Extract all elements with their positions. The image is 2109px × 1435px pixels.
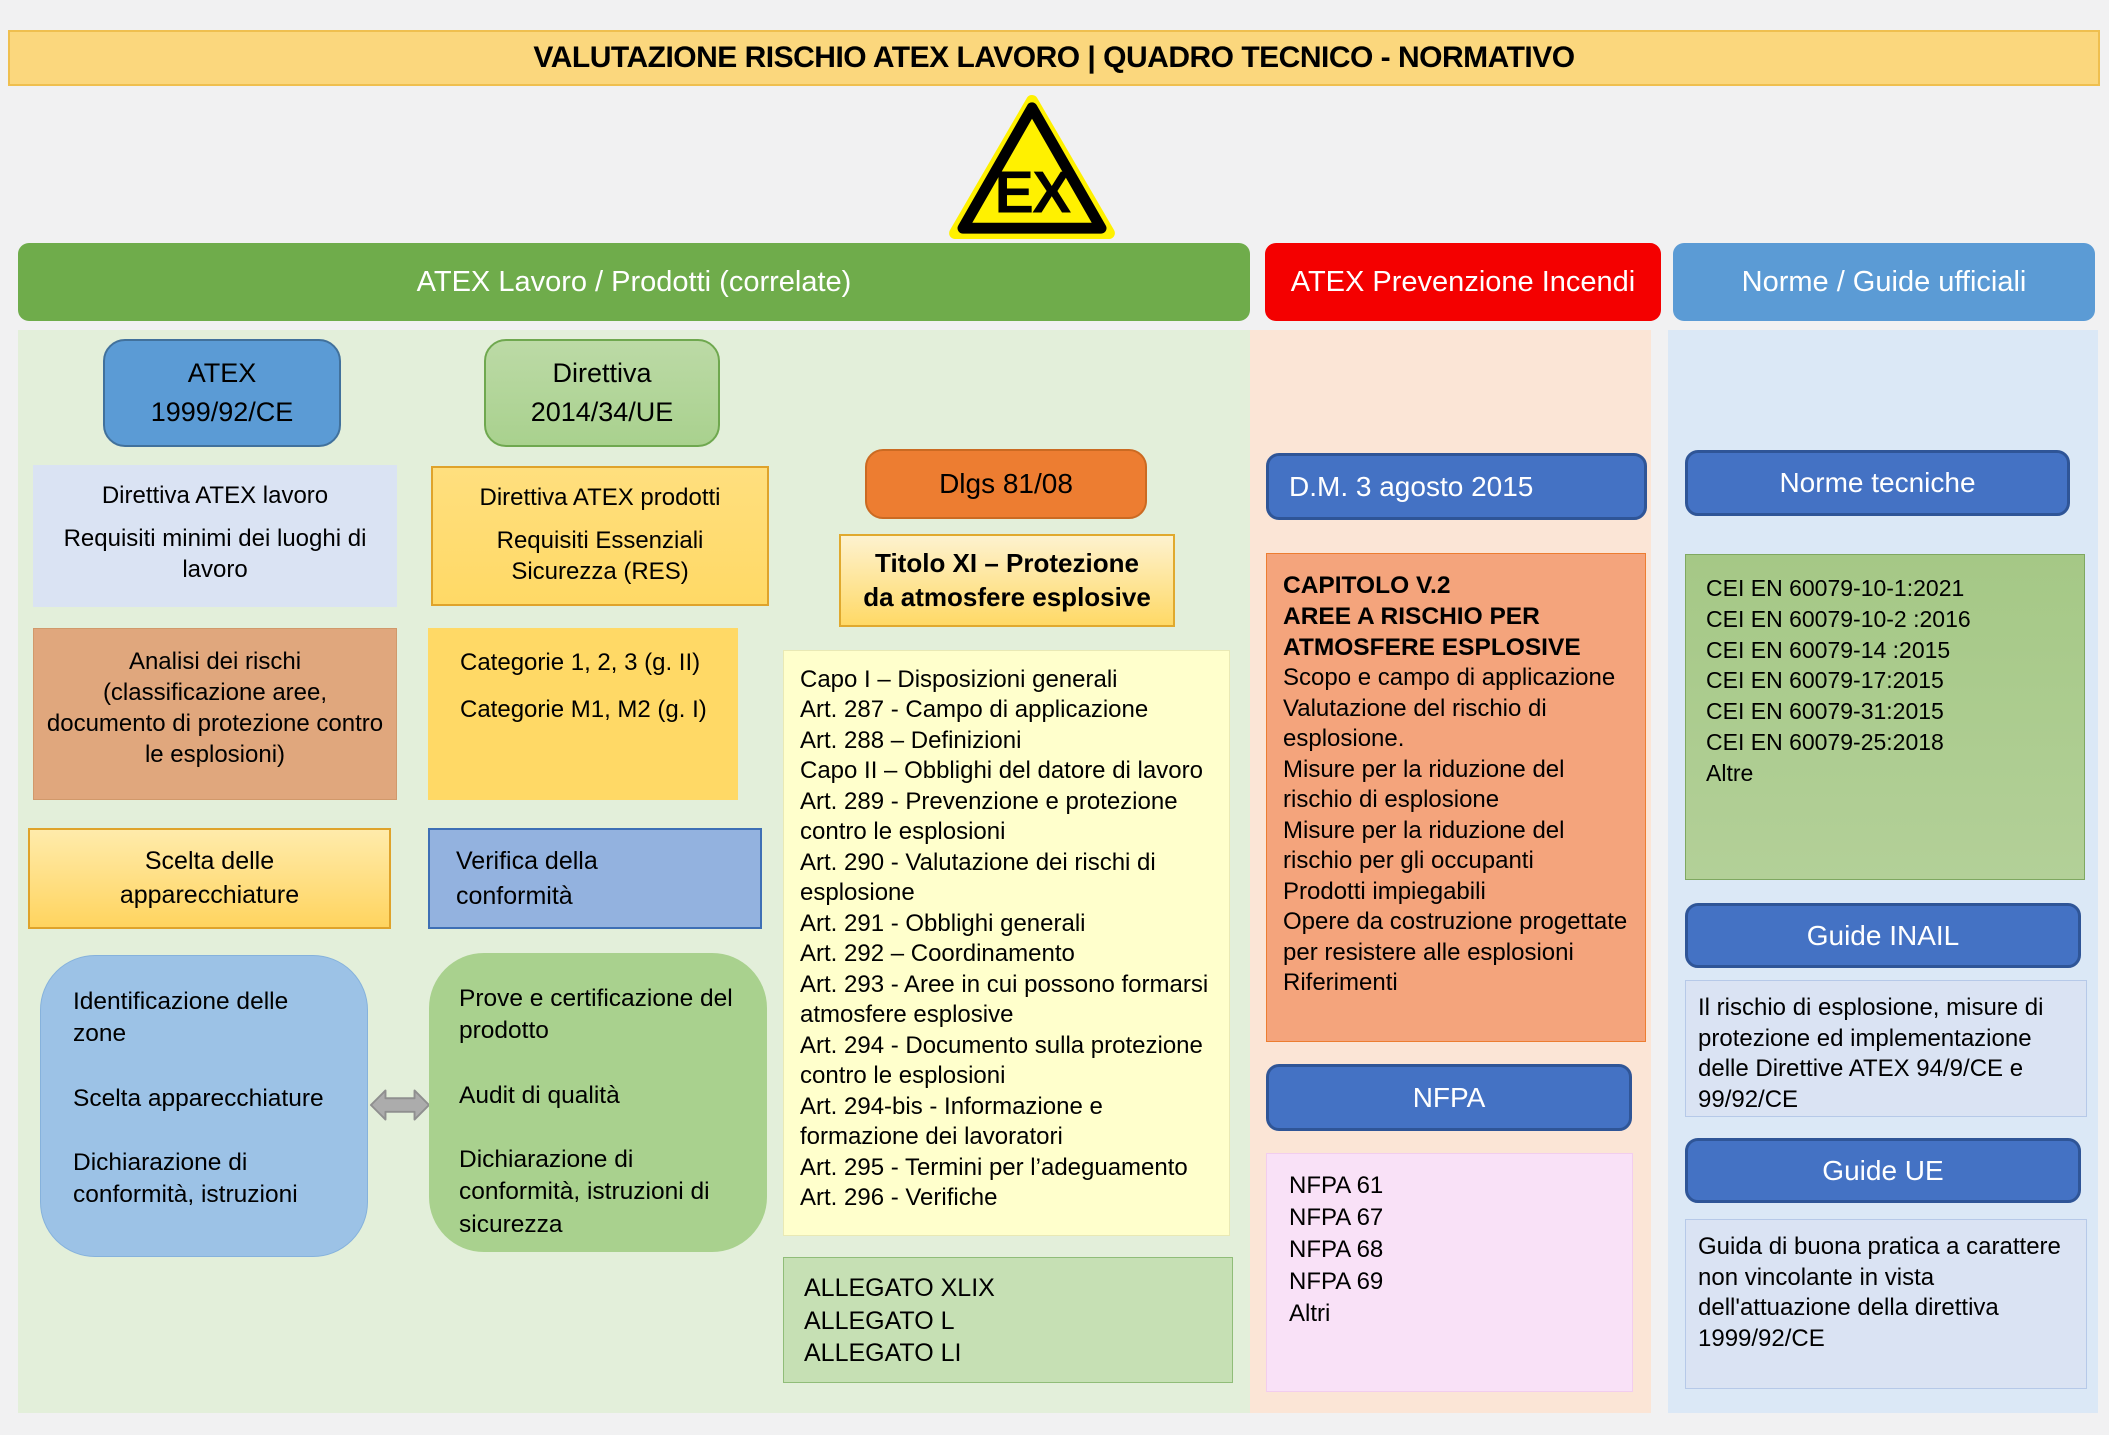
list-item: Dichiarazione di conformità, istruzioni (73, 1148, 298, 1209)
titolo-line2: da atmosfere esplosive (863, 581, 1151, 612)
list-item: Art. 294 - Documento sulla protezione contro le esplosioni (800, 1031, 1203, 1090)
list-item: CEI EN 60079-31:2015 (1706, 698, 1944, 725)
list-item: Identificazione delle zone (73, 988, 289, 1048)
header-left-label: ATEX Lavoro / Prodotti (correlate) (416, 265, 852, 298)
list-item: CEI EN 60079-14 :2015 (1706, 636, 1951, 663)
list-item: Altre (1706, 759, 1754, 786)
list-item: Opere da costruzione progettate per resistere alle esplosioni (1283, 908, 1628, 966)
box-nfpa-list (1266, 1153, 1633, 1392)
header-atex-lavoro-prodotti (18, 243, 1250, 321)
nfpa-label: NFPA (1412, 1081, 1486, 1113)
list-item: Prodotti impiegabili (1283, 877, 1486, 905)
list-item: AREE A RISCHIO PER ATMOSFERE ESPLOSIVE (1283, 603, 1581, 662)
list-item: Art. 294-bis - Informazione e formazione dei lavoratori (800, 1092, 1103, 1151)
atex-work-title: Direttiva ATEX lavoro (101, 482, 329, 509)
box-dlgs-81-08 (865, 449, 1147, 519)
header-norme-guide (1673, 243, 2095, 321)
box-articoli-dlgs (783, 650, 1230, 1236)
list-item: Scelta apparecchiature (73, 1084, 324, 1112)
list-item: Art. 291 - Obblighi generali (800, 909, 1086, 937)
list-item: NFPA 69 (1289, 1267, 1384, 1295)
atex-directive-line2: 1999/92/CE (150, 397, 294, 427)
box-identificazione-zone (40, 955, 368, 1257)
box-capitolo-v2 (1266, 553, 1646, 1042)
list-item: CEI EN 60079-10-1:2021 (1706, 575, 1965, 601)
dlgs-label: Dlgs 81/08 (939, 468, 1073, 499)
capitolo-items-block (1283, 663, 1637, 998)
atex-directive-line1: ATEX (187, 357, 257, 388)
dm-label: D.M. 3 agosto 2015 (1289, 470, 1534, 502)
product-directive-line1: Direttiva (552, 357, 652, 388)
header-atex-prevenzione-incendi (1265, 243, 1661, 321)
list-item: Art. 295 - Termini per l’adeguamento (800, 1153, 1188, 1181)
box-prove-certificazione (429, 953, 767, 1252)
box-guide-inail-text (1685, 980, 2087, 1117)
list-item: NFPA 67 (1289, 1203, 1384, 1231)
list-item: Art. 290 - Valutazione dei rischi di esplosione (800, 848, 1156, 907)
list-item: Prove e certificazione del prodotto (459, 985, 733, 1045)
risk-analysis-text: Analisi dei rischi (classificazione aree, documento di protezione contro le esplosioni) (46, 648, 384, 768)
ue-text: Guida di buona pratica a carattere non vincolante in vista dell'attuazione della direttiva 1999/92/CE (1698, 1233, 2061, 1353)
list-item: CEI EN 60079-17:2015 (1706, 667, 1944, 694)
list-item: CAPITOLO V.2 (1283, 572, 1451, 599)
list-item: Altri (1289, 1299, 1331, 1327)
box-scelta-apparecchiature (28, 828, 391, 929)
list-item: Capo I – Disposizioni generali (800, 666, 1118, 693)
box-titolo-xi (839, 534, 1175, 627)
list-item: Art. 287 - Campo di applicazione (800, 696, 1149, 724)
list-item: CEI EN 60079-25:2018 (1706, 729, 1944, 756)
list-item: NFPA 68 (1289, 1235, 1384, 1263)
inail-label: Guide INAIL (1806, 919, 1960, 951)
list-item: Scopo e campo di applicazione (1283, 664, 1616, 692)
list-item: Art. 292 – Coordinamento (800, 940, 1075, 968)
list-item: Audit di qualità (459, 1081, 620, 1109)
ex-label: EX (994, 158, 1070, 226)
list-item: ALLEGATO LI (804, 1339, 962, 1367)
ex-warning-triangle-icon (948, 92, 1116, 240)
box-direttiva-2014-34-ue (484, 339, 720, 447)
atex-work-subtitle: Requisiti minimi dei luoghi di lavoro (63, 524, 367, 583)
list-item: Art. 293 - Aree in cui possono formarsi atmosfere esplosive (800, 970, 1209, 1029)
box-guide-ue-text (1685, 1219, 2087, 1389)
list-item: ALLEGATO XLIX (804, 1274, 995, 1302)
box-analisi-rischi (33, 628, 397, 800)
box-direttiva-atex-prodotti (431, 466, 769, 606)
atex-products-title: Direttiva ATEX prodotti (479, 484, 721, 511)
ue-label: Guide UE (1822, 1154, 1944, 1186)
capitolo-bold-block (1283, 570, 1637, 663)
box-allegati (783, 1257, 1233, 1383)
list-item: Art. 289 - Prevenzione e protezione contro le esplosioni (800, 787, 1178, 846)
list-item: Art. 296 - Verifiche (800, 1183, 998, 1211)
box-dm-3-agosto-2015 (1266, 453, 1647, 520)
categories-line2: Categorie M1, M2 (g. I) (460, 695, 707, 723)
box-guide-ue-header (1685, 1138, 2081, 1203)
title-banner (8, 30, 2100, 86)
list-item: ALLEGATO L (804, 1306, 955, 1335)
box-categorie (428, 628, 738, 800)
list-item: Valutazione del rischio di esplosione. (1283, 694, 1547, 753)
list-item: Misure per la riduzione del rischio per gli occupanti (1283, 816, 1565, 875)
equipment-choice-line2: apparecchiature (119, 880, 300, 909)
box-nfpa-header (1266, 1064, 1632, 1131)
conformity-line1: Verifica della (456, 847, 598, 875)
box-norme-tecniche-header (1685, 450, 2070, 516)
header-middle-label: ATEX Prevenzione Incendi (1290, 265, 1636, 298)
list-item: Dichiarazione di conformità, istruzioni di sicurezza (459, 1145, 710, 1238)
equipment-choice-line1: Scelta delle (144, 846, 275, 875)
list-item: Misure per la riduzione del rischio di esplosione (1283, 755, 1565, 814)
double-arrow-icon (369, 1085, 431, 1125)
atex-products-subtitle: Requisiti Essenziali Sicurezza (RES) (496, 526, 704, 585)
box-direttiva-atex-lavoro (33, 465, 397, 607)
titolo-line1: Titolo XI – Protezione (875, 547, 1139, 578)
inail-text: Il rischio di esplosione, misure di protezione ed implementazione delle Direttive ATEX 94/9/CE e 99/92/CE (1698, 994, 2044, 1114)
product-directive-line2: 2014/34/UE (530, 397, 674, 427)
categories-line1: Categorie 1, 2, 3 (g. II) (460, 649, 701, 676)
list-item: NFPA 61 (1289, 1172, 1384, 1199)
box-verifica-conformita (428, 828, 762, 929)
list-item: CEI EN 60079-10-2 :2016 (1706, 605, 1971, 632)
norme-label: Norme tecniche (1779, 467, 1976, 498)
conformity-line2: conformità (456, 882, 573, 910)
list-item: Riferimenti (1283, 969, 1398, 997)
box-guide-inail-header (1685, 903, 2081, 968)
page-title: VALUTAZIONE RISCHIO ATEX LAVORO | QUADRO TECNICO - NORMATIVO (533, 41, 1575, 74)
box-cei-norme-list (1685, 554, 2085, 880)
box-atex-1999-92-ce (103, 339, 341, 447)
list-item: Art. 288 – Definizioni (800, 726, 1022, 754)
list-item: Capo II – Obblighi del datore di lavoro (800, 757, 1203, 785)
header-right-label: Norme / Guide ufficiali (1741, 265, 2027, 298)
